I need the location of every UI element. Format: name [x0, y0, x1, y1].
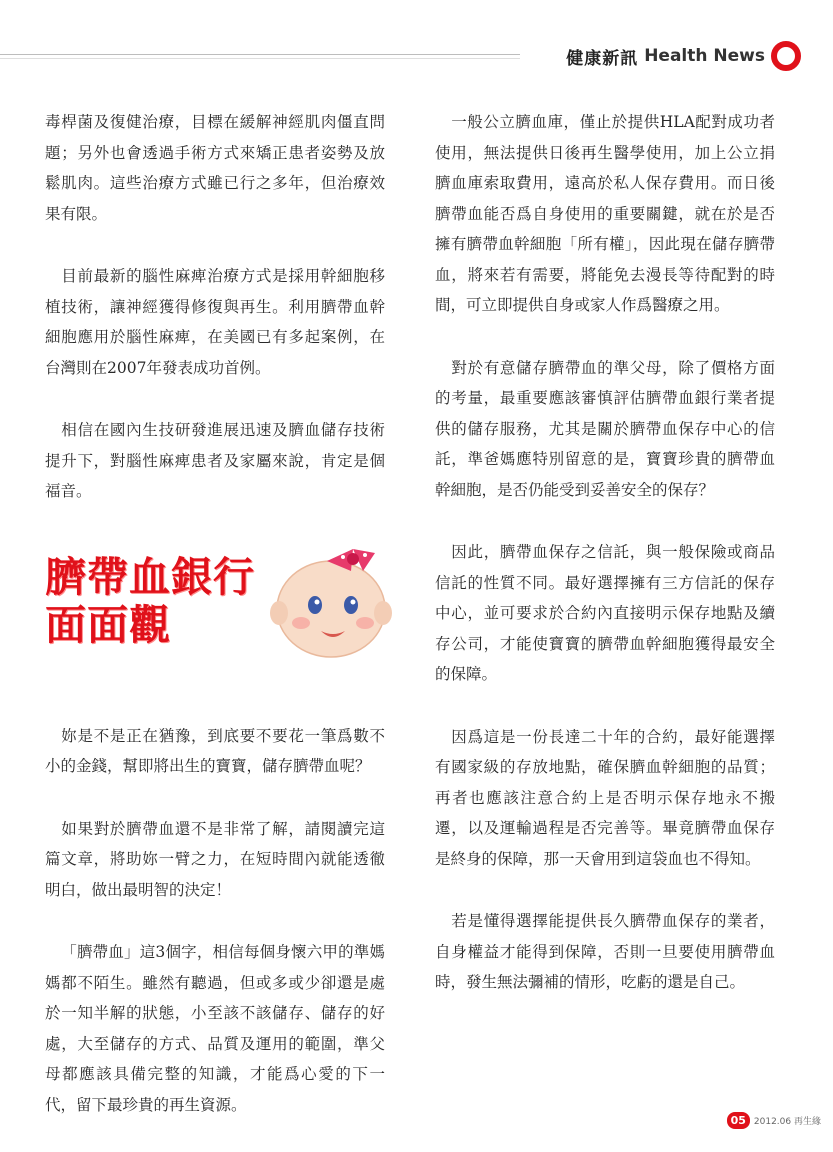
issue-label: 2012.06 再生緣: [753, 1117, 821, 1127]
paragraph: 對於有意儲存臍帶血的準父母，除了價格方面的考量，最重要應該審慎評估臍帶血銀行業者提供的儲存服務，尤其是關於臍帶血保存中心的信託，準爸媽應特別留意的是，寶寶珍貴的臍帶血幹細胞，是否仍能受到妥善安全的保存？: [435, 358, 775, 499]
section-header: [566, 38, 801, 74]
page-number: 05: [727, 1112, 750, 1129]
paragraph: 相信在國內生技研發進展迅速及臍血儲存技術提升下，對腦性麻痺患者及家屬來說，肯定是個福音。: [45, 421, 385, 500]
paragraph: 「臍帶血」這3個字，相信每個身懷六甲的準媽媽都不陌生。雖然有聽過，但或多或少卻還是處於一知半解的狀態，小至該不該儲存、儲存的好處，大至儲存的方式、品質及運用的範圍，準父母都應該具備完整的知識，才能爲心愛的下一代，留下最珍貴的再生資源。: [45, 943, 385, 1114]
paragraph: 若是懂得選擇能提供長久臍帶血保存的業者，自身權益才能得到保障，否則一旦要使用臍帶血時，發生無法彌補的情形，吃虧的還是自己。: [435, 912, 775, 991]
right-column: [435, 107, 775, 1030]
header-rule-secondary: [0, 58, 520, 59]
section-title-zh: 健康新訊: [566, 48, 639, 69]
banner-title-line2: 面面觀: [45, 600, 171, 649]
left-column: [45, 107, 385, 1152]
page-footer: [727, 1112, 821, 1129]
section-title-en: Health News: [644, 46, 765, 66]
paragraph: 因爲這是一份長達二十年的合約，最好能選擇有國家級的存放地點，確保臍血幹細胞的品質；再者也應該注意合約上是否明示保存地永不搬遷，以及運輸過程是否完善等。畢竟臍帶血保存是終身的保障，那一天會用到這袋血也不得知。: [435, 727, 775, 868]
red-ring-icon: [771, 41, 801, 71]
paragraph: 毒桿菌及復健治療，目標在緩解神經肌肉僵直問題；另外也會透過手術方式來矯正患者姿勢及放鬆肌肉。這些治療方式雖已行之多年，但治療效果有限。: [45, 113, 385, 223]
paragraph: 一般公立臍血庫，僅止於提供HLA配對成功者使用，無法提供日後再生醫學使用，加上公立捐臍血庫索取費用，遠高於私人保存費用。而日後臍帶血能否爲自身使用的重要關鍵，就在於是否擁有臍帶血幹細胞「所有權」，因此現在儲存臍帶血，將來若有需要，將能免去漫長等待配對的時間，可立即提供自身或家人作爲醫療之用。: [435, 113, 775, 314]
paragraph: 目前最新的腦性麻痺治療方式是採用幹細胞移植技術，讓神經獲得修復與再生。利用臍帶血幹細胞應用於腦性麻痺，在美國已有多起案例，在台灣則在2007年發表成功首例。: [45, 267, 385, 377]
baby-face-illustration: [267, 541, 395, 661]
header-rule: [0, 54, 520, 55]
banner-title: [45, 553, 255, 649]
paragraph: 因此，臍帶血保存之信託，與一般保險或商品信託的性質不同。最好選擇擁有三方信託的保存中心，並可要求於合約內直接明示保存地點及續存公司，才能使寶寶的臍帶血幹細胞獲得最安全的保障。: [435, 543, 775, 683]
paragraph: 妳是不是正在猶豫，到底要不要花一筆爲數不小的金錢，幫即將出生的寶寶，儲存臍帶血呢？: [45, 726, 385, 775]
paragraph: 如果對於臍帶血還不是非常了解，請閱讀完這篇文章，將助妳一臂之力，在短時間內就能透徹明白，做出最明智的決定！: [45, 819, 385, 899]
banner-title-line1: 臍帶血銀行: [45, 552, 255, 601]
article-banner: [45, 541, 385, 681]
